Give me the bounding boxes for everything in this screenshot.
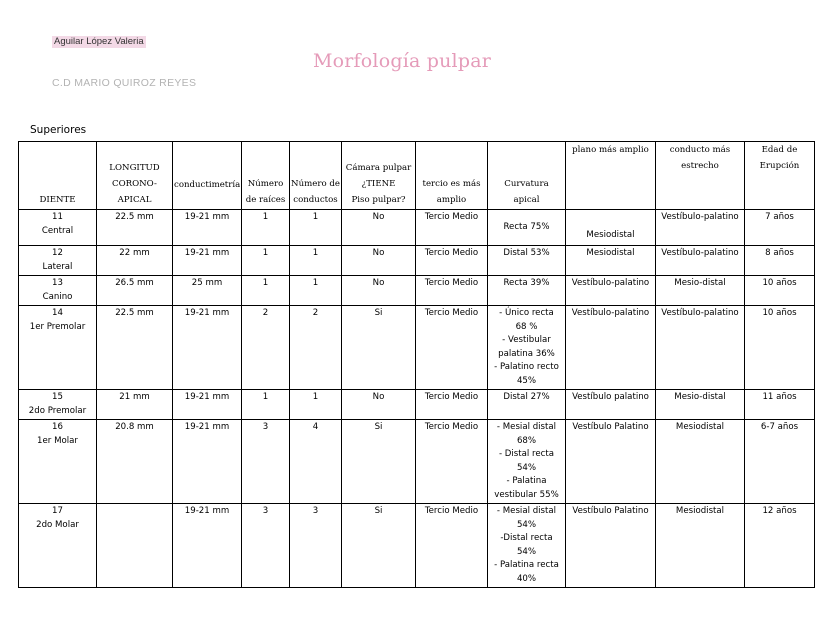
cell-conductos: 1 <box>290 276 342 306</box>
curvature-line: - Palatino recto <box>494 362 559 372</box>
cell-curvatura <box>488 246 566 276</box>
header-line: Cámara pulpar <box>345 163 412 173</box>
cell-raices: 1 <box>242 246 290 276</box>
cell-conductos: 4 <box>290 420 342 504</box>
cell-diente <box>19 210 97 246</box>
cell-plano: Mesiodistal <box>566 246 656 276</box>
tooth-name: Central <box>41 225 74 236</box>
curvature-line: 40% <box>516 573 537 584</box>
cell-raices: 1 <box>242 276 290 306</box>
cell-plano: Vestíbulo-palatino <box>566 306 656 390</box>
table-row <box>19 246 815 276</box>
cell-estrecho: Mesiodistal <box>656 420 745 504</box>
curvature-line: 54% <box>516 462 537 473</box>
cell-longitud: 20.8 mm <box>97 420 173 504</box>
cell-diente <box>19 420 97 504</box>
cell-tercio: Tercio Medio <box>416 390 488 420</box>
tooth-number: 17 <box>52 506 63 516</box>
cell-conductos: 3 <box>290 504 342 588</box>
tooth-name: 2do Molar <box>36 519 79 530</box>
header-camara <box>342 142 416 210</box>
tooth-name: 2do Premolar <box>28 405 87 416</box>
cell-edad: 7 años <box>745 210 815 246</box>
cell-conductos: 2 <box>290 306 342 390</box>
cell-conductimetria: 19-21 mm <box>173 306 242 390</box>
cell-camara: Si <box>342 420 416 504</box>
header-plano <box>566 142 656 210</box>
cell-plano: Vestíbulo palatino <box>566 390 656 420</box>
cell-edad: 11 años <box>745 390 815 420</box>
header-line: ¿TIENE <box>361 179 396 189</box>
header-line: conductimetría <box>174 180 241 190</box>
cell-conductos: 1 <box>290 390 342 420</box>
tooth-name: 1er Molar <box>37 435 78 446</box>
curvature-line: Distal 53% <box>503 248 550 258</box>
tooth-name: Canino <box>42 291 73 302</box>
cell-curvatura <box>488 390 566 420</box>
table-row <box>19 276 815 306</box>
pulp-morphology-table <box>18 141 815 588</box>
header-line: Curvatura <box>504 179 549 189</box>
curvature-line: Distal 27% <box>503 392 550 402</box>
header-line: plano más amplio <box>572 145 649 155</box>
cell-conductos: 1 <box>290 246 342 276</box>
cell-curvatura <box>488 276 566 306</box>
table-row <box>19 210 815 246</box>
cell-conductimetria: 19-21 mm <box>173 420 242 504</box>
header-curvatura <box>488 142 566 210</box>
curvature-line: 68 % <box>515 321 538 332</box>
table-row <box>19 390 815 420</box>
header-line: conducto más <box>669 145 731 155</box>
cell-estrecho: Vestíbulo-palatino <box>656 306 745 390</box>
tooth-number: 11 <box>52 212 63 222</box>
author-name: Aguilar López Valeria <box>54 36 144 47</box>
header-row <box>19 142 815 210</box>
header-conductimetria <box>173 142 242 210</box>
header-raices <box>242 142 290 210</box>
header-diente <box>19 142 97 210</box>
tooth-name: Lateral <box>42 261 73 272</box>
cell-curvatura <box>488 210 566 246</box>
cell-estrecho: Mesio-distal <box>656 276 745 306</box>
table-row <box>19 504 815 588</box>
cell-diente <box>19 306 97 390</box>
header-line: CORONO-APICAL <box>112 179 157 205</box>
section-title: Superiores <box>30 124 87 136</box>
cell-conductimetria: 25 mm <box>173 276 242 306</box>
curvature-line: vestibular 55% <box>494 489 559 500</box>
table-row <box>19 306 815 390</box>
cell-longitud: 21 mm <box>97 390 173 420</box>
header-line: de raíces <box>245 195 286 205</box>
cell-longitud: 26.5 mm <box>97 276 173 306</box>
header-line: estrecho <box>681 161 719 171</box>
cell-camara: No <box>342 210 416 246</box>
cell-plano: Vestíbulo Palatino <box>566 504 656 588</box>
cell-tercio: Tercio Medio <box>416 246 488 276</box>
curvature-line: - Vestibular <box>502 335 551 345</box>
cell-conductos: 1 <box>290 210 342 246</box>
cell-edad: 8 años <box>745 246 815 276</box>
curvature-line: - Único recta <box>499 308 554 318</box>
cell-raices: 1 <box>242 210 290 246</box>
header-estrecho <box>656 142 745 210</box>
cell-raices: 2 <box>242 306 290 390</box>
tooth-number: 16 <box>52 422 63 432</box>
header-line: DIENTE <box>39 195 76 205</box>
curvature-line: - Palatina <box>506 476 547 486</box>
curvature-line: - Mesial distal <box>496 506 557 516</box>
doctor-name: C.D MARIO QUIROZ REYES <box>52 77 197 89</box>
table-row <box>19 420 815 504</box>
cell-diente <box>19 276 97 306</box>
tooth-number: 14 <box>52 308 63 318</box>
curvature-line: 45% <box>516 375 537 386</box>
cell-longitud: 22 mm <box>97 246 173 276</box>
cell-edad: 6-7 años <box>745 420 815 504</box>
plane-text: Mesiodistal <box>586 229 635 240</box>
header-line: LONGITUD <box>109 163 160 173</box>
cell-longitud <box>97 504 173 588</box>
header-line: conductos <box>293 195 338 205</box>
curvature-line: - Distal recta <box>498 449 555 459</box>
cell-tercio: Tercio Medio <box>416 420 488 504</box>
curvature-line: -Distal recta <box>500 533 553 543</box>
cell-diente <box>19 390 97 420</box>
header-conductos <box>290 142 342 210</box>
curvature-line: Recta 75% <box>503 221 550 232</box>
cell-estrecho: Mesiodistal <box>656 504 745 588</box>
cell-camara: No <box>342 390 416 420</box>
cell-raices: 1 <box>242 390 290 420</box>
cell-camara: Si <box>342 504 416 588</box>
cell-plano: Vestíbulo Palatino <box>566 420 656 504</box>
curvature-line: 54% <box>516 519 537 530</box>
header-line: amplio <box>436 195 467 205</box>
cell-tercio: Tercio Medio <box>416 276 488 306</box>
cell-conductimetria: 19-21 mm <box>173 504 242 588</box>
cell-diente <box>19 504 97 588</box>
cell-tercio: Tercio Medio <box>416 504 488 588</box>
header-tercio <box>416 142 488 210</box>
cell-edad: 10 años <box>745 306 815 390</box>
tooth-name: 1er Premolar <box>29 321 86 332</box>
header-line: Piso pulpar? <box>351 195 406 205</box>
cell-curvatura <box>488 504 566 588</box>
cell-curvatura <box>488 420 566 504</box>
header-longitud <box>97 142 173 210</box>
cell-raices: 3 <box>242 420 290 504</box>
cell-tercio: Tercio Medio <box>416 306 488 390</box>
header-edad <box>745 142 815 210</box>
cell-estrecho: Mesio-distal <box>656 390 745 420</box>
tooth-number: 13 <box>52 278 63 288</box>
curvature-line: palatina 36% <box>498 348 555 359</box>
header-line: apical <box>513 195 540 205</box>
cell-longitud: 22.5 mm <box>97 210 173 246</box>
curvature-line: - Palatina recta <box>494 560 559 570</box>
header-line: Número <box>247 179 284 189</box>
cell-plano: Vestíbulo-palatino <box>566 276 656 306</box>
cell-plano <box>566 210 656 246</box>
cell-longitud: 22.5 mm <box>97 306 173 390</box>
cell-conductimetria: 19-21 mm <box>173 210 242 246</box>
header-line: Edad de <box>761 145 798 155</box>
curvature-line: 54% <box>516 546 537 557</box>
cell-conductimetria: 19-21 mm <box>173 246 242 276</box>
cell-edad: 12 años <box>745 504 815 588</box>
cell-camara: Si <box>342 306 416 390</box>
cell-raices: 3 <box>242 504 290 588</box>
cell-curvatura <box>488 306 566 390</box>
cell-diente <box>19 246 97 276</box>
cell-tercio: Tercio Medio <box>416 210 488 246</box>
header-line: Erupción <box>759 161 800 171</box>
tooth-number: 12 <box>52 248 63 258</box>
curvature-line: - Mesial distal <box>496 422 557 432</box>
cell-camara: No <box>342 276 416 306</box>
header-line: tercio es más <box>422 179 481 189</box>
page-title: Morfología pulpar <box>312 50 492 72</box>
cell-conductimetria: 19-21 mm <box>173 390 242 420</box>
header-line: Número de <box>291 179 340 189</box>
tooth-number: 15 <box>52 392 63 402</box>
cell-camara: No <box>342 246 416 276</box>
cell-estrecho: Vestíbulo-palatino <box>656 246 745 276</box>
curvature-line: 68% <box>516 435 537 446</box>
cell-edad: 10 años <box>745 276 815 306</box>
cell-estrecho: Vestíbulo-palatino <box>656 210 745 246</box>
curvature-line: Recta 39% <box>503 278 550 288</box>
